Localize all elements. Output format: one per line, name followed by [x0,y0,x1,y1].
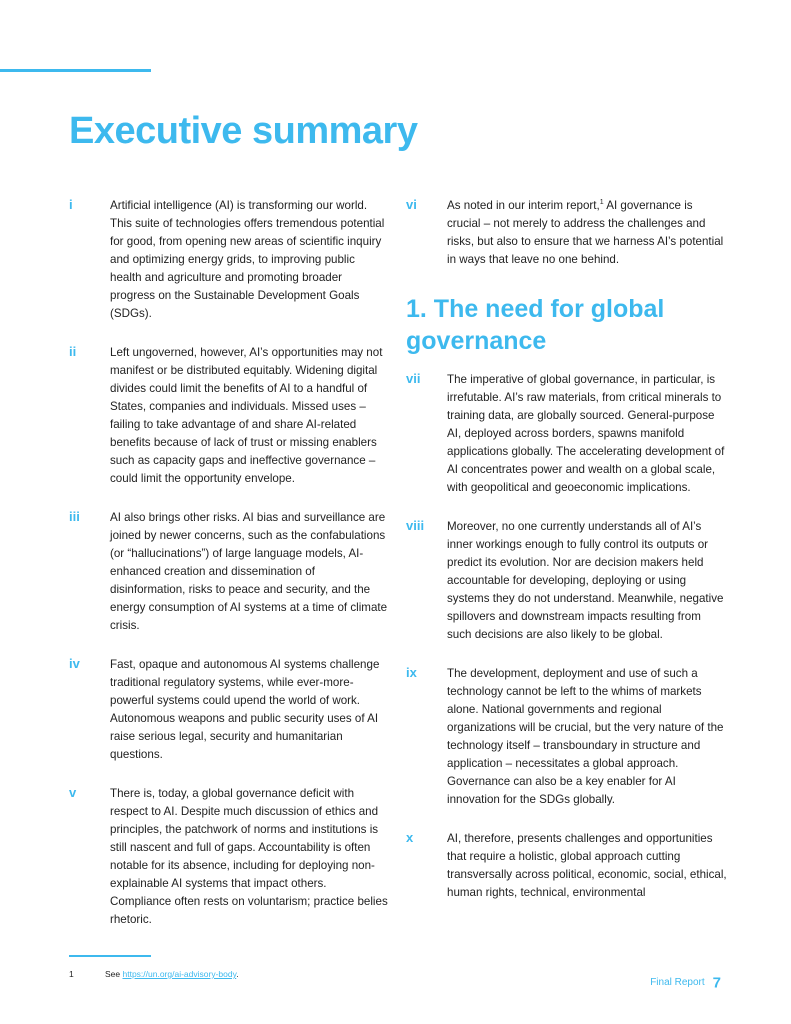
paragraph-text: There is, today, a global governance deficit with respect to AI. Despite much discussion of ethics and principles, the patchwork of norms and institutions is still nascent and full of gaps. Accountability is often notable for its absence, including for deploying non-explainable AI systems that impact others. Compliance often rests on voluntarism; practice belies rhetoric. [110,787,388,926]
footnote-prefix: See [105,969,123,979]
paragraph-text-start: As noted in our interim report, [447,199,600,212]
top-accent-rule [0,69,151,72]
paragraph-numeral: iv [69,656,80,671]
paragraph-v [69,785,389,929]
paragraph-i [69,197,389,323]
left-column [69,197,389,929]
section-heading: 1. The need for global governance [406,295,665,355]
paragraph-vii [406,371,728,497]
footnote-rule [69,955,151,957]
paragraph-text [447,197,728,269]
paragraph-numeral: viii [406,518,425,533]
paragraph-text: The development, deployment and use of such a technology cannot be left to the whims of markets alone. National governments and regional organizations will be crucial, but the very nature of the technology itself – transboundary in structure and application – necessitates a global approach. Governance can also be a key enabler for AI innovation for the SDGs globally. [447,667,724,806]
paragraph-text: The imperative of global governance, in particular, is irrefutable. AI’s raw materials, from critical minerals to training data, are globally sourced. General-purpose AI, deployed across borders, spawns manifold applications globally. The accelerating development of AI concentrates power and wealth on a global scale, with geopolitical and geoeconomic implications. [447,373,725,494]
page-title: Executive summary [69,110,418,152]
paragraph-iii [69,509,389,635]
paragraph-iv [69,656,389,764]
footnote-link[interactable]: https://un.org/ai-advisory-body [122,969,237,979]
paragraph-numeral: x [406,830,414,845]
paragraph-numeral: vii [406,371,421,386]
paragraph-numeral: ii [69,344,77,359]
page-number: 7 [712,974,721,992]
paragraph-ix [406,665,728,809]
paragraph-vi [406,197,728,269]
page-footer [650,974,721,992]
paragraph-numeral: vi [406,197,417,212]
right-column [406,197,728,902]
footnote [69,969,239,979]
report-label: Final Report [650,977,705,989]
paragraph-numeral: ix [406,665,417,680]
paragraph-viii [406,518,728,644]
footnote-suffix: . [236,969,239,979]
paragraph-numeral: v [69,785,77,800]
paragraph-text: Artificial intelligence (AI) is transforming our world. This suite of technologies offers tremendous potential for good, from opening new areas of scientific inquiry and optimizing energy grids, to improving public health and agriculture and promoting broader progress on the Sustainable Development Goals (SDGs). [110,199,385,320]
paragraph-numeral: i [69,197,73,212]
paragraph-text: AI also brings other risks. AI bias and surveillance are joined by newer concerns, such as the confabulations (or “hallucinations”) of large language models, AI-enhanced creation and dissemination of disinformation, risks to peace and security, and the energy consumption of AI systems at a time of climate crisis. [110,511,388,632]
paragraph-text: Left ungoverned, however, AI’s opportunities may not manifest or be distributed equitably. Widening digital divides could limit the benefits of AI to a handful of States, companies and individuals. Missed uses – failing to take advantage of and share AI-related benefits because of lack of trust or missing enablers such as capacity gaps and ineffective governance – could limit the opportunity envelope. [110,346,383,485]
paragraph-ii [69,344,389,488]
footnote-reference[interactable]: 1 [599,199,604,207]
footnote-number: 1 [69,969,74,979]
paragraph-text-end: AI governance is crucial – not merely to address the challenges and risks, but also to ensure that we harness AI’s potential in ways that leave no one behind. [447,199,724,266]
paragraph-text: Moreover, no one currently understands all of AI’s inner workings enough to fully control its outputs or predict its evolution. Nor are decision makers held accountable for developing, deploying or using systems they do not understand. Meanwhile, negative spillovers and downstream impacts resulting from such decisions are also likely to be global. [447,520,724,641]
paragraph-x [406,830,728,902]
paragraph-text: AI, therefore, presents challenges and opportunities that require a holistic, global approach cutting transversally across political, economic, social, ethical, human rights, technical, environmental [447,832,727,899]
paragraph-text: Fast, opaque and autonomous AI systems challenge traditional regulatory systems, while ever-more-powerful systems could upend the world of work. Autonomous weapons and public security uses of AI raise serious legal, security and humanitarian questions. [110,658,380,761]
paragraph-numeral: iii [69,509,80,524]
